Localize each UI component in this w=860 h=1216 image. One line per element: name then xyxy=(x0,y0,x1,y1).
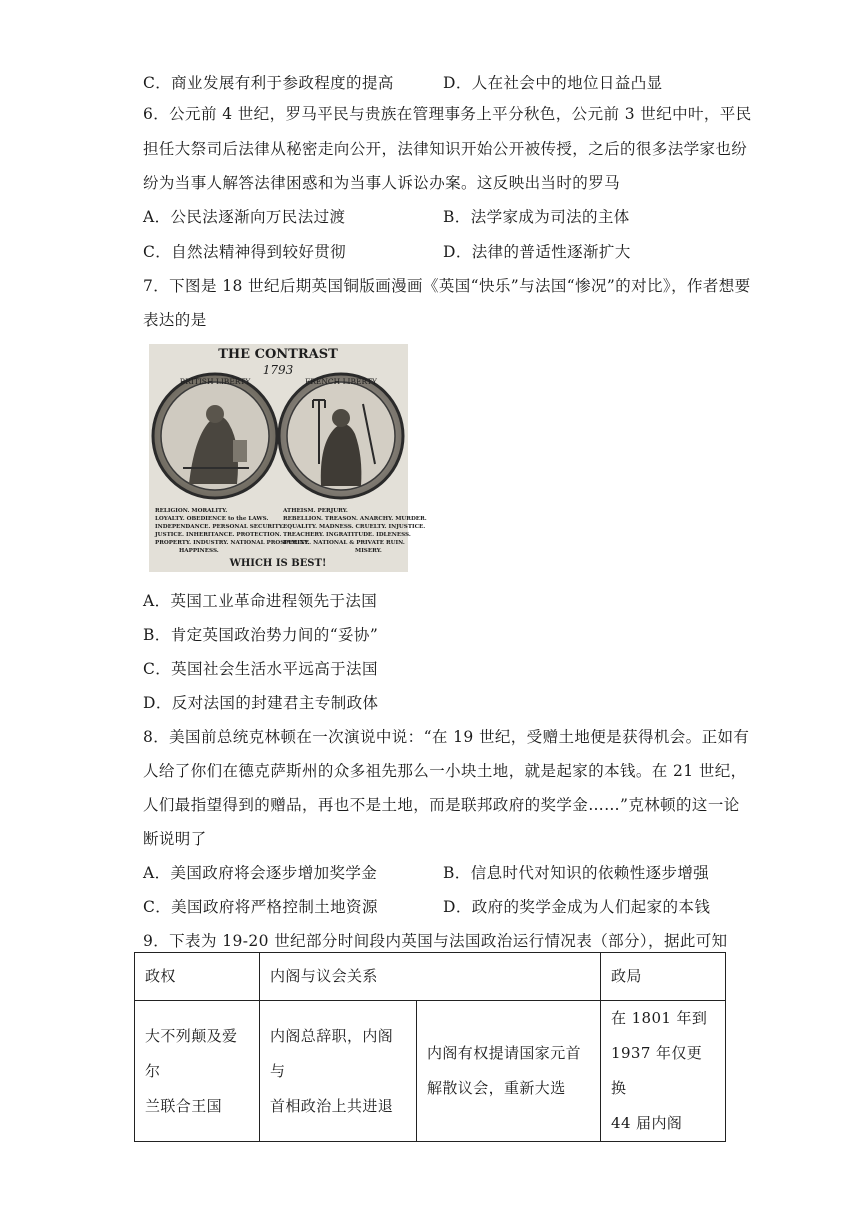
right-text-line-6: MISERY. xyxy=(355,548,382,554)
right-text-line-5: FAMINE. NATIONAL & PRIVATE RUIN. xyxy=(283,540,405,546)
left-text-line-4: JUSTICE. INHERITANCE. PROTECTION. xyxy=(155,532,282,538)
q9-stem: 9．下表为 19-20 世纪部分时间段内英国与法国政治运行情况表（部分），据此可知 xyxy=(143,932,728,950)
cartoon-title: THE CONTRAST xyxy=(218,347,338,362)
q8-option-d: D．政府的奖学金成为人们起家的本钱 xyxy=(443,898,711,916)
q6-option-b: B．法学家成为司法的主体 xyxy=(443,208,630,226)
cell-regime: 大不列颠及爱尔 兰联合王国 xyxy=(135,1001,260,1142)
q6-option-a: A．公民法逐渐向万民法过渡 xyxy=(143,208,346,226)
right-text-line-4: TREACHERY. INGRATITUDE. IDLENESS. xyxy=(283,532,411,538)
q6-stem-line-2: 担任大祭司后法律从秘密走向公开，法律知识开始公开被传授，之后的很多法学家也纷 xyxy=(143,140,748,158)
q7-stem-line-1: 7．下图是 18 世纪后期英国铜版画漫画《英国“快乐”与法国“惨况”的对比》，作者想要 xyxy=(143,277,751,295)
cell-relation-b: 内阁有权提请国家元首 解散议会，重新大选 xyxy=(417,1001,601,1142)
left-text-line-6: HAPPINESS. xyxy=(179,548,219,554)
cartoon-drawing xyxy=(149,344,427,572)
q6-option-d: D．法律的普适性逐渐扩大 xyxy=(443,243,631,261)
q7-option-d: D．反对法国的封建君主专制政体 xyxy=(143,694,379,712)
cartoon-bottom-caption: WHICH IS BEST! xyxy=(229,558,327,569)
cell-relation-a: 内阁总辞职，内阁与 首相政治上共进退 xyxy=(260,1001,417,1142)
cartoon-year: 1793 xyxy=(262,363,294,377)
q6-option-c: C．自然法精神得到较好贯彻 xyxy=(143,243,347,261)
left-text-line-2: LOYALTY. OBEDIENCE to the LAWS. xyxy=(155,516,269,522)
header-regime: 政权 xyxy=(135,953,260,1001)
right-text-line-2: REBELLION. TREASON. ANARCHY. MURDER. xyxy=(283,516,427,522)
q8-stem-line-1: 8．美国前总统克林顿在一次演说中说：“在 19 世纪，受赠土地便是获得机会。正如有 xyxy=(143,728,750,746)
table-row xyxy=(135,1001,726,1142)
q5-option-c: C．商业发展有利于参政程度的提高 xyxy=(143,74,394,92)
q7-option-b: B．肯定英国政治势力间的“妥协” xyxy=(143,626,379,644)
q5-option-d: D．人在社会中的地位日益凸显 xyxy=(443,74,663,92)
right-text-line-3: EQUALITY. MADNESS. CRUELTY. INJUSTICE. xyxy=(283,524,426,530)
q8-stem-line-2: 人给了你们在德克萨斯州的众多祖先那么一小块土地，就是起家的本钱。在 21 世纪， xyxy=(143,762,747,780)
left-text-line-5: PROPERTY. INDUSTRY. NATIONAL PROSPERITY. xyxy=(155,540,310,546)
right-medal-caption: FRENCH LIBERTY xyxy=(305,377,377,386)
q7-option-c: C．英国社会生活水平远高于法国 xyxy=(143,660,378,678)
header-political-situation: 政局 xyxy=(601,953,726,1001)
cartoon-image xyxy=(149,344,427,572)
q8-option-a: A．美国政府将会逐步增加奖学金 xyxy=(143,864,378,882)
left-medal-caption: BRITISH LIBERTY xyxy=(179,377,251,386)
table-header-row xyxy=(135,953,726,1001)
q7-stem-line-2: 表达的是 xyxy=(143,311,207,329)
cell-situation: 在 1801 年到 1937 年仅更换 44 届内阁 xyxy=(601,1001,726,1142)
right-text-line-1: ATHEISM. PERJURY. xyxy=(283,508,348,514)
q7-option-a: A．英国工业革命进程领先于法国 xyxy=(143,592,378,610)
q6-stem-line-1: 6．公元前 4 世纪，罗马平民与贵族在管理事务上平分秋色，公元前 3 世纪中叶，平民 xyxy=(143,105,752,123)
left-text-line-1: RELIGION. MORALITY. xyxy=(155,508,228,514)
left-text-line-3: INDEPENDANCE. PERSONAL SECURITY. xyxy=(155,524,284,530)
q8-option-c: C．美国政府将严格控制土地资源 xyxy=(143,898,378,916)
q6-stem-line-3: 纷为当事人解答法律困惑和为当事人诉讼办案。这反映出当时的罗马 xyxy=(143,174,621,192)
q9-table xyxy=(134,952,726,1142)
q8-stem-line-3: 人们最指望得到的赠品，再也不是土地，而是联邦政府的奖学金……”克林顿的这一论 xyxy=(143,796,740,814)
q8-stem-line-4: 断说明了 xyxy=(143,830,207,848)
q8-option-b: B．信息时代对知识的依赖性逐步增强 xyxy=(443,864,710,882)
header-cabinet-parliament: 内阁与议会关系 xyxy=(260,953,601,1001)
